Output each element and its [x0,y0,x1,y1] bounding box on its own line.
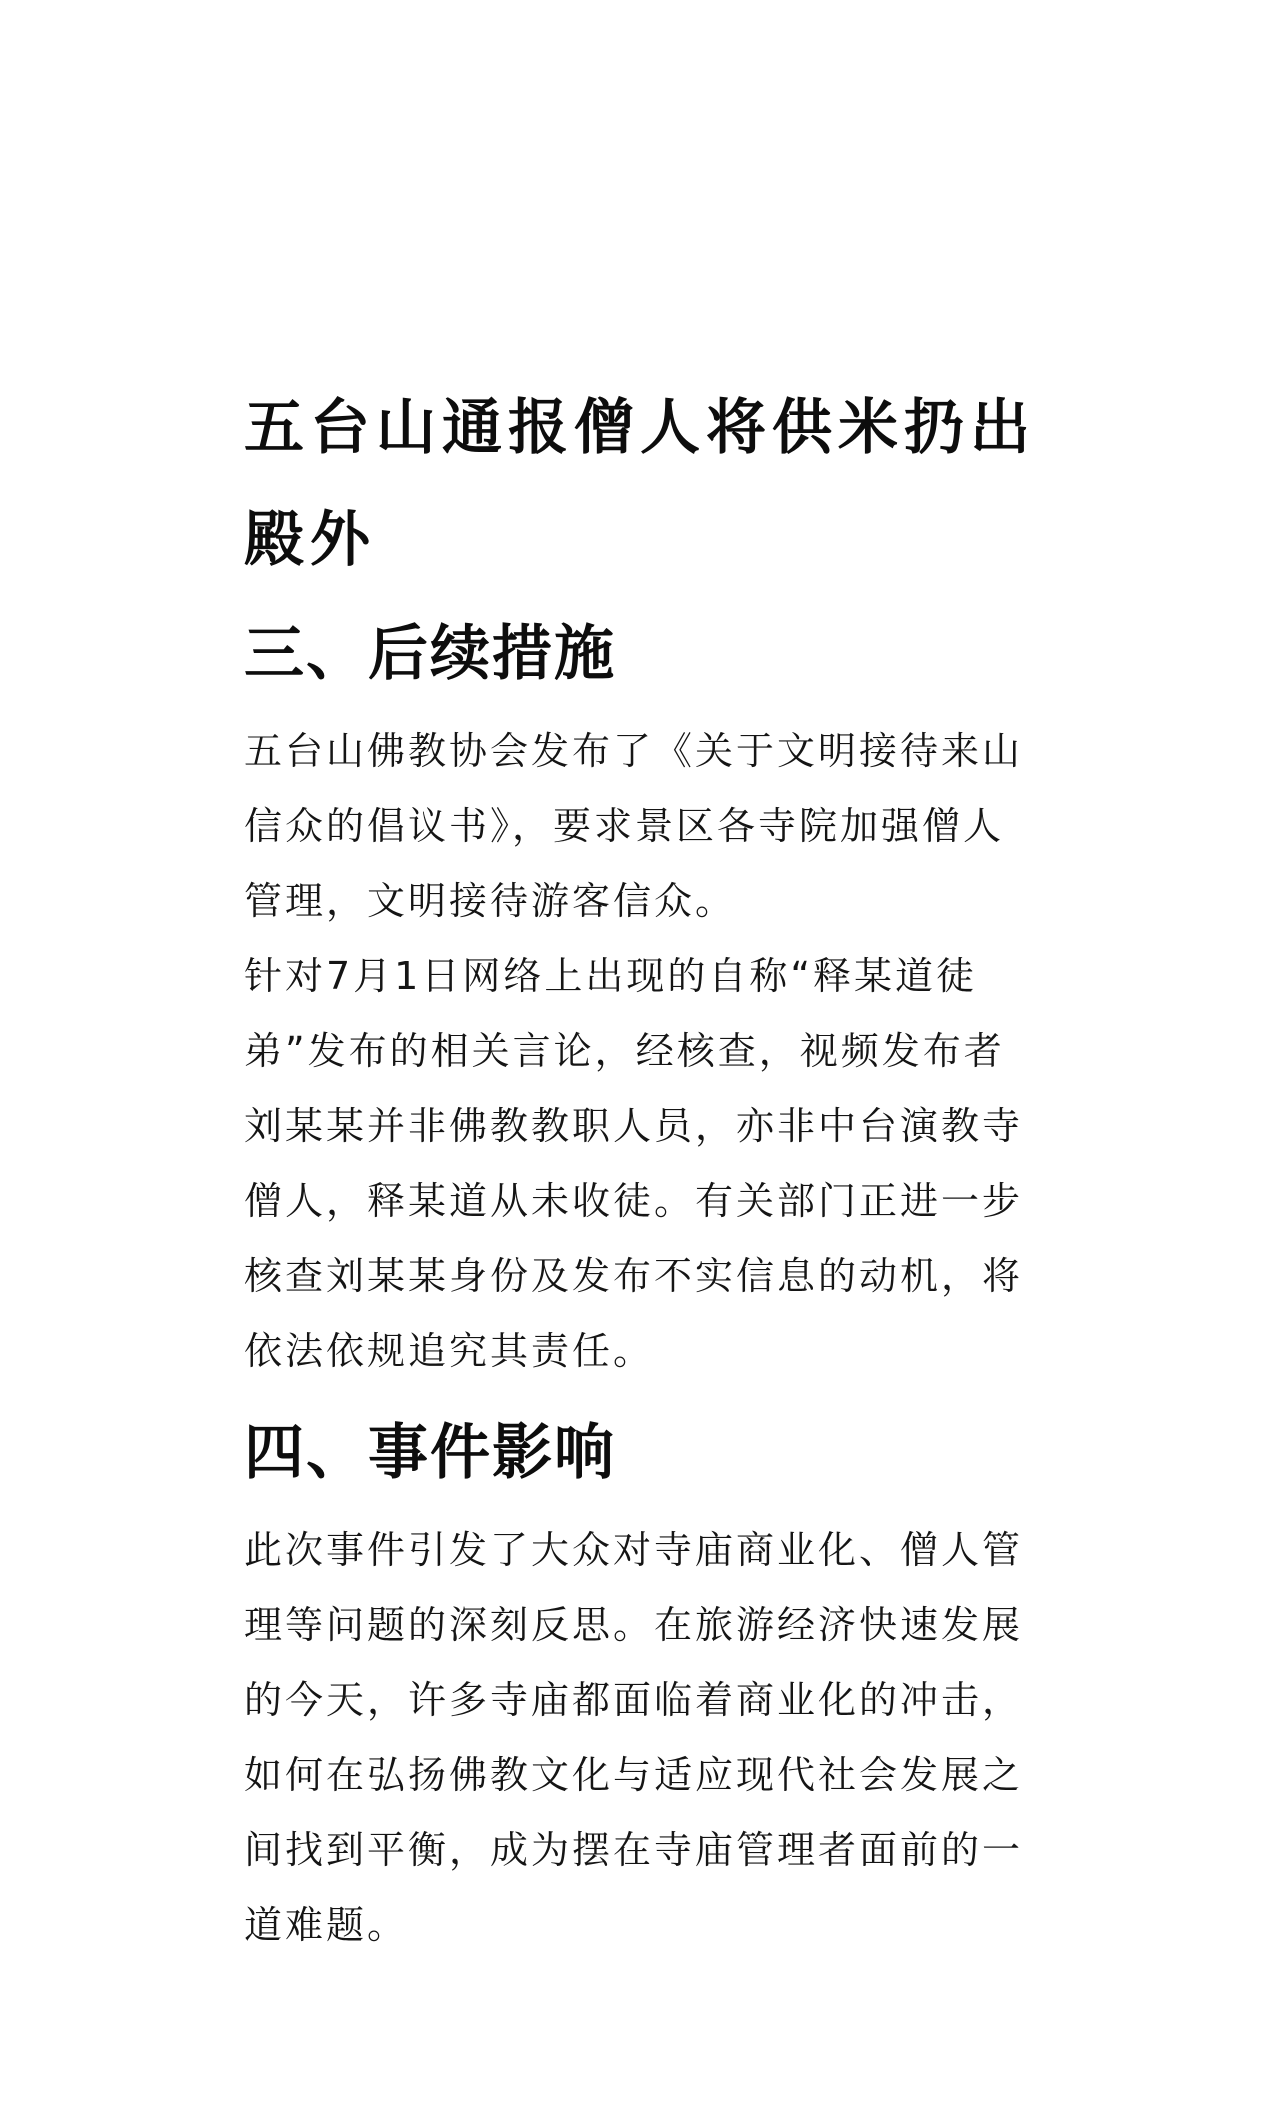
section-event-impact [244,1397,1044,1963]
section-heading: 三、后续措施 [244,619,616,689]
section-follow-up-measures [244,598,1044,1389]
article-title: 五台山通报僧人将供米扔出殿外 [244,393,1036,575]
paragraph: 五台山佛教协会发布了《关于文明接待来山信众的倡议书》，要求景区各寺院加强僧人管理，文明接待游客信众。 [244,729,1024,923]
article [244,372,1044,1963]
section-heading: 四、事件影响 [244,1418,616,1488]
paragraph: 此次事件引发了大众对寺庙商业化、僧人管理等问题的深刻反思。在旅游经济快速发展的今天，许多寺庙都面临着商业化的冲击，如何在弘扬佛教文化与适应现代社会发展之间找到平衡，成为摆在寺庙管理者面前的一道难题。 [244,1528,1024,1947]
paragraph: 针对7月1日网络上出现的自称“释某道徒弟”发布的相关言论，经核查，视频发布者刘某某并非佛教教职人员，亦非中台演教寺僧人，释某道从未收徒。有关部门正进一步核查刘某某身份及发布不实信息的动机，将依法依规追究其责任。 [244,954,1024,1373]
spacer [244,1389,1044,1397]
